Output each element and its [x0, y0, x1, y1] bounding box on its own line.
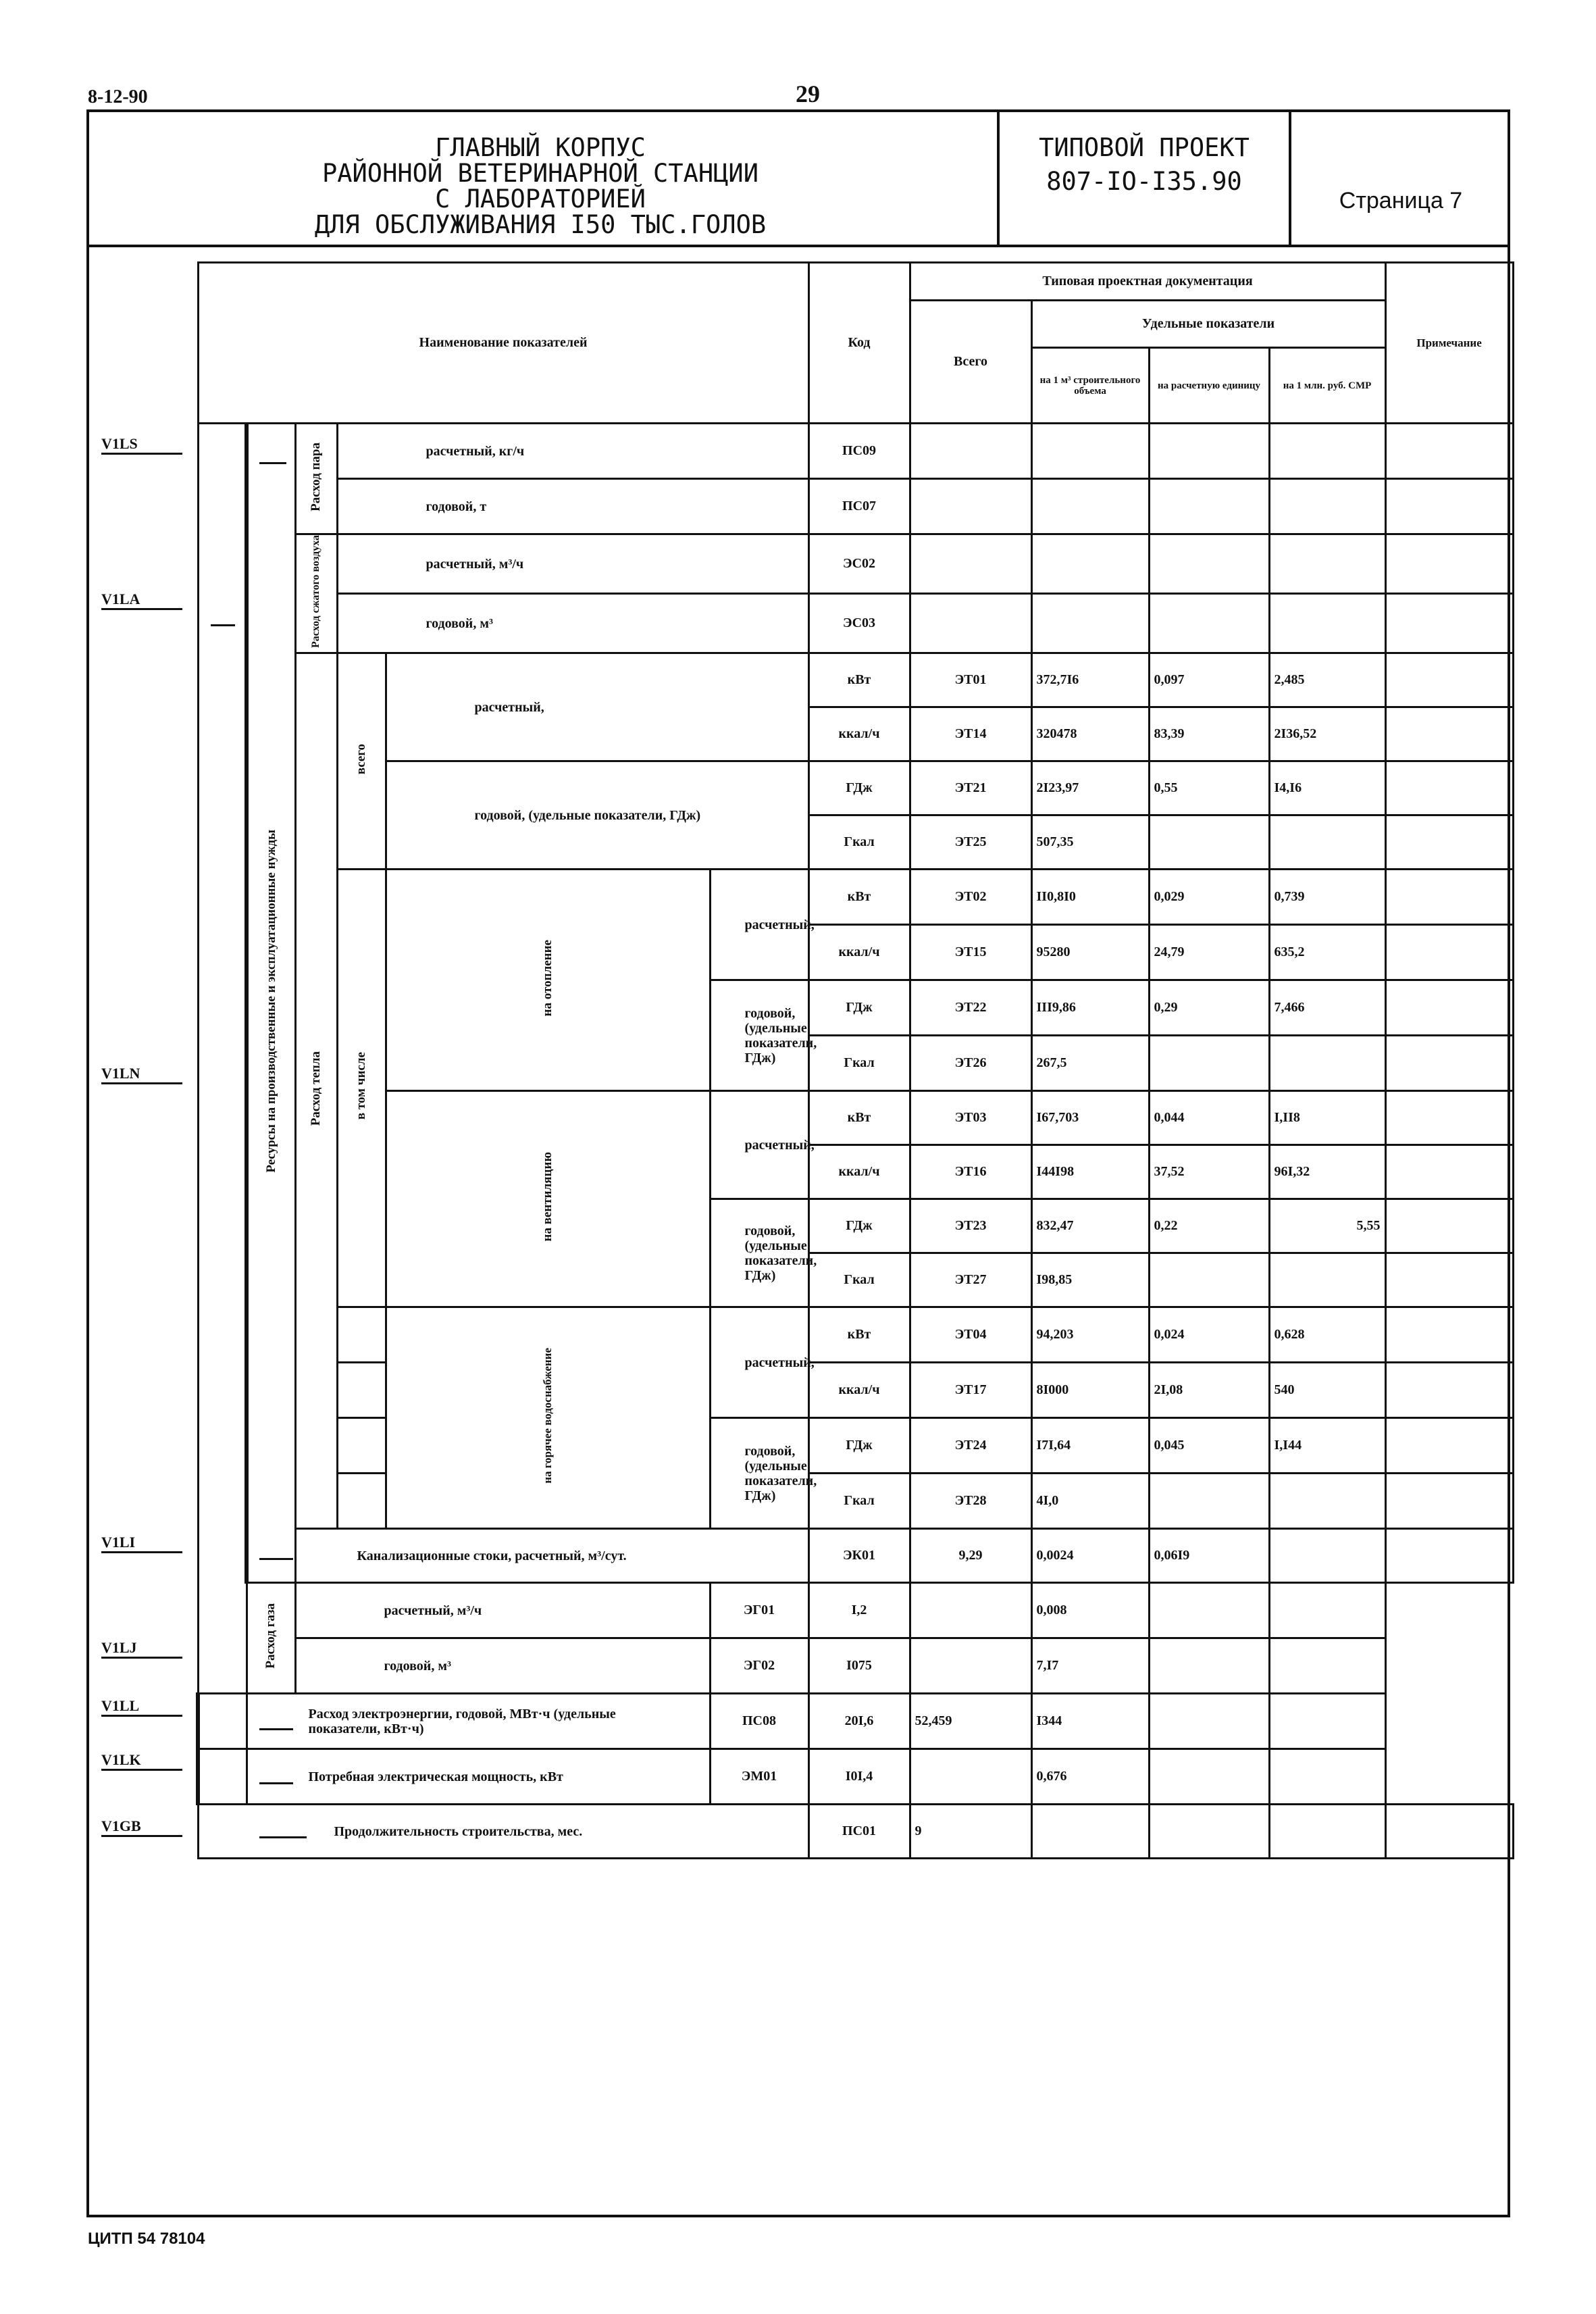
- row-total: 9,29: [910, 1529, 1031, 1583]
- row-per-m3: 0,044: [1149, 1091, 1269, 1145]
- row-unit: Гкал: [808, 1036, 910, 1091]
- row-per-m3: [1149, 1253, 1269, 1307]
- table-row: [198, 870, 1513, 925]
- row-per-mln: [1385, 1307, 1513, 1363]
- row-total: 320478: [1031, 707, 1149, 761]
- header-per-m3: [1031, 348, 1149, 424]
- row-per-m3: 0,045: [1149, 1418, 1269, 1474]
- row-name: расчетный,: [386, 653, 808, 761]
- row-per-m3: 83,39: [1149, 707, 1269, 761]
- row-code: ЭТ02: [910, 870, 1031, 925]
- group-ventilation-text: на вентиляцию: [540, 1152, 555, 1242]
- row-per-mln: [1385, 815, 1513, 870]
- row-note: [1385, 534, 1513, 594]
- row-total: 507,35: [1031, 815, 1149, 870]
- row-total: 4I,0: [1031, 1474, 1149, 1529]
- marker-dash: [259, 1558, 293, 1560]
- row-per-unit: [1149, 534, 1269, 594]
- row-per-m3: 0,024: [1149, 1307, 1269, 1363]
- row-unit: кВт: [808, 1091, 910, 1145]
- row-name: Потребная электрическая мощность, кВт: [247, 1749, 710, 1805]
- header-total-text: Всего: [954, 354, 987, 369]
- row-total: I67,703: [1031, 1091, 1149, 1145]
- row-name: расчетный,: [710, 1091, 808, 1199]
- row-code: ЭС02: [808, 534, 910, 594]
- row-name: расчетный, кг/ч: [337, 424, 808, 479]
- row-code: ЭТ14: [910, 707, 1031, 761]
- row-unit: ГДж: [808, 1418, 910, 1474]
- row-total: I075: [808, 1638, 910, 1694]
- group-total-heat: [337, 653, 386, 870]
- marker-dash: [259, 1728, 293, 1730]
- row-name: годовой, (удельные показатели, ГДж): [710, 1418, 808, 1529]
- row-code: ПС09: [808, 424, 910, 479]
- row-total: I98,85: [1031, 1253, 1149, 1307]
- row-per-mln: [1385, 925, 1513, 980]
- row-code: ЭТ15: [910, 925, 1031, 980]
- row-unit: ккал/ч: [808, 1145, 910, 1199]
- row-per-mln: [1385, 1474, 1513, 1529]
- row-per-mln: [1385, 870, 1513, 925]
- row-total: I0I,4: [808, 1749, 910, 1805]
- row-code: ЭГ01: [710, 1583, 808, 1638]
- group-incl-text: в том числе: [354, 1052, 368, 1120]
- group-heat: [295, 653, 337, 1529]
- row-per-mln: [1149, 1694, 1269, 1749]
- row-name: годовой, (удельные показатели, ГДж): [710, 980, 808, 1091]
- row-per-unit: 0,739: [1269, 870, 1385, 925]
- row-total: 94,203: [1031, 1307, 1149, 1363]
- row-per-mln: [1269, 479, 1385, 534]
- row-note: [1385, 1529, 1513, 1583]
- row-per-m3: [910, 1749, 1031, 1805]
- row-name: Канализационные стоки, расчетный, м³/сут.: [295, 1529, 808, 1583]
- group-heating: [386, 870, 710, 1091]
- row-note: [1385, 1805, 1513, 1859]
- row-per-mln: [1149, 1638, 1269, 1694]
- row-per-unit: 5,55: [1269, 1199, 1385, 1253]
- group-incl-cont: [337, 1418, 386, 1474]
- row-total: 832,47: [1031, 1199, 1149, 1253]
- row-per-m3: [1031, 479, 1149, 534]
- row-per-m3: [910, 1583, 1031, 1638]
- group-incl-cont: [337, 1363, 386, 1418]
- header-specific-text: Удельные показатели: [1141, 316, 1275, 331]
- row-note: [1269, 1694, 1385, 1749]
- row-per-unit: 0,628: [1269, 1307, 1385, 1363]
- row-unit: кВт: [808, 870, 910, 925]
- row-per-m3: [1149, 815, 1269, 870]
- row-name: годовой, м³: [295, 1638, 710, 1694]
- row-per-unit: [1269, 1474, 1385, 1529]
- table-row: [198, 1529, 1513, 1583]
- marker-dash: [211, 624, 235, 626]
- header-name-text: Наименование показателей: [419, 335, 588, 350]
- row-per-m3: [1149, 1474, 1269, 1529]
- header-per-unit-text: на расчетную единицу: [1157, 380, 1261, 391]
- row-label-v1gb: V1GB: [101, 1817, 182, 1837]
- row-unit: ГДж: [808, 980, 910, 1036]
- group-incl-cont: [337, 1474, 386, 1529]
- row-name: годовой, т: [337, 479, 808, 534]
- table-row: [198, 594, 1513, 653]
- row-per-m3: 0,029: [1149, 870, 1269, 925]
- indicators-table: [196, 261, 1514, 1859]
- doc-date: 8-12-90: [88, 86, 148, 107]
- table-row: [198, 653, 1513, 707]
- marker-dash: [259, 1782, 293, 1784]
- header-note-text: Примечание: [1416, 336, 1482, 349]
- row-label-v1lj: V1LJ: [101, 1639, 182, 1659]
- row-per-m3: 2I,08: [1149, 1363, 1269, 1418]
- row-code: ЭТ28: [910, 1474, 1031, 1529]
- row-note: [1269, 1583, 1385, 1638]
- row-label-v1la: V1LA: [101, 590, 182, 610]
- row-per-unit: [1149, 424, 1269, 479]
- row-per-m3: [1149, 1036, 1269, 1091]
- title-line: РАЙОННОЙ ВЕТЕРИНАРНОЙ СТАНЦИИ: [321, 159, 758, 188]
- row-total: [910, 479, 1031, 534]
- row-per-unit: [1149, 479, 1269, 534]
- row-total: [910, 424, 1031, 479]
- row-name: расчетный, м³/ч: [295, 1583, 710, 1638]
- row-per-mln: [1385, 1145, 1513, 1199]
- title-divider: [86, 245, 1510, 247]
- row-name: Продолжительность строительства, мес.: [198, 1805, 808, 1859]
- table-row: [198, 1638, 1513, 1694]
- row-per-mln: [1269, 1805, 1385, 1859]
- header-typical-docs: [910, 263, 1385, 301]
- row-total: I,2: [808, 1583, 910, 1638]
- row-per-unit: I4,I6: [1269, 761, 1385, 815]
- row-total: III9,86: [1031, 980, 1149, 1036]
- row-unit: ккал/ч: [808, 1363, 910, 1418]
- group-resources-text: Ресурсы на производственные и эксплуатационные нужды: [263, 829, 278, 1173]
- row-note: [1385, 424, 1513, 479]
- row-per-unit: [1149, 594, 1269, 653]
- row-per-mln: [1385, 1253, 1513, 1307]
- page-label: Страница 7: [1339, 188, 1463, 213]
- table-row: [198, 424, 1513, 479]
- group-resources: [247, 424, 295, 1583]
- group-resources-cont: [198, 1749, 247, 1805]
- group-air: [295, 534, 337, 653]
- row-per-unit: 0,008: [1031, 1583, 1149, 1638]
- row-name: расчетный,: [710, 1307, 808, 1418]
- header-typical-docs-text: Типовая проектная документация: [1042, 274, 1253, 288]
- row-per-m3: [1031, 424, 1149, 479]
- row-per-unit: 7,I7: [1031, 1638, 1149, 1694]
- row-code: ПС08: [710, 1694, 808, 1749]
- row-per-mln: [1385, 1199, 1513, 1253]
- row-label-v1lk: V1LK: [101, 1751, 182, 1771]
- row-code: ЭС03: [808, 594, 910, 653]
- row-code: ЭГ02: [710, 1638, 808, 1694]
- row-total: 2I23,97: [1031, 761, 1149, 815]
- row-unit: кВт: [808, 1307, 910, 1363]
- row-per-mln: [1385, 1036, 1513, 1091]
- row-note: [1385, 594, 1513, 653]
- row-per-m3: 0,097: [1149, 653, 1269, 707]
- row-name: годовой, м³: [337, 594, 808, 653]
- row-code: ЭТ23: [910, 1199, 1031, 1253]
- row-per-unit: 2,485: [1269, 653, 1385, 707]
- header-specific: [1031, 301, 1385, 348]
- title-line: ДЛЯ ОБСЛУЖИВАНИЯ I50 ТЫС.ГОЛОВ: [314, 210, 767, 239]
- row-code: ЭК01: [808, 1529, 910, 1583]
- group-incl-cont: [337, 1307, 386, 1363]
- project-block: [1000, 135, 1289, 195]
- title-divider-v2: [1289, 109, 1291, 246]
- row-note: [1269, 1749, 1385, 1805]
- row-per-unit: [1269, 1036, 1385, 1091]
- header-name: [198, 263, 808, 424]
- row-per-unit: 540: [1269, 1363, 1385, 1418]
- page-number: 29: [796, 80, 820, 107]
- row-unit: Гкал: [808, 1474, 910, 1529]
- row-per-unit: I,II8: [1269, 1091, 1385, 1145]
- group-gas-text: Расход газа: [263, 1603, 278, 1669]
- row-code: ЭТ24: [910, 1418, 1031, 1474]
- row-per-unit: 2I36,52: [1269, 707, 1385, 761]
- row-label-v1ls: V1LS: [101, 435, 182, 455]
- row-per-mln: [1269, 534, 1385, 594]
- row-code: ЭТ16: [910, 1145, 1031, 1199]
- row-per-m3: 24,79: [1149, 925, 1269, 980]
- group-heating-text: на отопление: [540, 939, 555, 1017]
- row-per-m3: 0,29: [1149, 980, 1269, 1036]
- row-total: I44I98: [1031, 1145, 1149, 1199]
- row-per-unit: [1269, 1253, 1385, 1307]
- project-code: 807-IO-I35.90: [1046, 167, 1242, 196]
- table-row: [198, 1749, 1513, 1805]
- header-per-unit: [1149, 348, 1269, 424]
- row-per-m3: 37,52: [1149, 1145, 1269, 1199]
- group-incl: [337, 870, 386, 1307]
- row-per-mln: [1385, 653, 1513, 707]
- project-label: ТИПОВОЙ ПРОЕКТ: [1039, 133, 1250, 162]
- row-label-v1ln: V1LN: [101, 1065, 182, 1084]
- row-per-unit: 96I,32: [1269, 1145, 1385, 1199]
- row-total: 9: [910, 1805, 1031, 1859]
- row-per-mln: [1385, 761, 1513, 815]
- row-total: 372,7I6: [1031, 653, 1149, 707]
- group-empty: [198, 424, 247, 1694]
- row-code: ЭТ01: [910, 653, 1031, 707]
- row-unit: ккал/ч: [808, 707, 910, 761]
- marker-dash: [259, 1836, 307, 1838]
- row-per-mln: [1385, 1091, 1513, 1145]
- table-row: [198, 1694, 1513, 1749]
- title-line: С ЛАБОРАТОРИЕЙ: [435, 184, 646, 213]
- row-per-m3: 0,22: [1149, 1199, 1269, 1253]
- row-per-mln: [1149, 1749, 1269, 1805]
- header-per-mln-text: на 1 млн. руб. СМР: [1283, 380, 1372, 391]
- row-code: ЭТ27: [910, 1253, 1031, 1307]
- row-per-mln: [1385, 1418, 1513, 1474]
- table-row: [198, 1091, 1513, 1145]
- row-total: I7I,64: [1031, 1418, 1149, 1474]
- row-per-unit: [1269, 815, 1385, 870]
- row-code: ПС07: [808, 479, 910, 534]
- document-title: [284, 135, 797, 238]
- row-code: ЭТ22: [910, 980, 1031, 1036]
- table-row: [198, 1805, 1513, 1859]
- table-row: [198, 534, 1513, 594]
- row-code: ЭТ26: [910, 1036, 1031, 1091]
- row-name: Расход электроэнергии, годовой, МВт·ч (удельные показатели, кВт·ч): [247, 1694, 710, 1749]
- row-unit: ГДж: [808, 1199, 910, 1253]
- row-per-m3: 0,55: [1149, 761, 1269, 815]
- group-heat-text: Расход тепла: [309, 1051, 323, 1126]
- footer-stamp: ЦИТП 54 78104: [88, 2230, 205, 2248]
- row-per-unit: I344: [1031, 1694, 1149, 1749]
- row-per-mln: [1269, 424, 1385, 479]
- group-resources-cont: [198, 1694, 247, 1749]
- group-air-text: Расход сжатого воздуха: [310, 535, 321, 649]
- table-row: [198, 761, 1513, 815]
- table-header-row: [198, 263, 1513, 301]
- group-steam: [295, 424, 337, 534]
- header-per-mln: [1269, 348, 1385, 424]
- row-total: [910, 594, 1031, 653]
- row-per-unit: I,I44: [1269, 1418, 1385, 1474]
- row-per-mln: [1269, 594, 1385, 653]
- row-total: 95280: [1031, 925, 1149, 980]
- row-per-unit: [1149, 1805, 1269, 1859]
- row-unit: ккал/ч: [808, 925, 910, 980]
- row-per-unit: 0,06I9: [1149, 1529, 1269, 1583]
- row-code: ЭТ04: [910, 1307, 1031, 1363]
- group-total-heat-text: всего: [354, 743, 368, 775]
- group-gas: [247, 1583, 295, 1694]
- table-row: [198, 1307, 1513, 1363]
- row-per-m3: [910, 1638, 1031, 1694]
- row-per-mln: [1385, 1363, 1513, 1418]
- group-ventilation: [386, 1091, 710, 1307]
- row-code: ПС01: [808, 1805, 910, 1859]
- row-total: 267,5: [1031, 1036, 1149, 1091]
- row-note: [1385, 479, 1513, 534]
- row-code: ЭМ01: [710, 1749, 808, 1805]
- group-steam-text: Расход пара: [309, 442, 323, 511]
- row-note: [1269, 1638, 1385, 1694]
- row-name: годовой, (удельные показатели, ГДж): [386, 761, 808, 870]
- row-code: ЭТ03: [910, 1091, 1031, 1145]
- row-unit: Гкал: [808, 815, 910, 870]
- row-per-m3: 0,0024: [1031, 1529, 1149, 1583]
- row-per-m3: 52,459: [910, 1694, 1031, 1749]
- row-unit: Гкал: [808, 1253, 910, 1307]
- row-code: ЭТ25: [910, 815, 1031, 870]
- row-name: годовой, (удельные показатели, ГДж): [710, 1199, 808, 1307]
- header-note: [1385, 263, 1513, 424]
- row-per-unit: 0,676: [1031, 1749, 1149, 1805]
- header-code-text: Код: [848, 335, 871, 350]
- row-per-mln: [1269, 1529, 1385, 1583]
- row-per-mln: [1385, 980, 1513, 1036]
- row-per-m3: [1031, 1805, 1149, 1859]
- group-hot-water-text: на горячее водоснабжение: [541, 1348, 554, 1484]
- row-per-m3: [1031, 594, 1149, 653]
- table-row: [198, 1583, 1513, 1638]
- marker-dash: [259, 462, 286, 464]
- row-total: 20I,6: [808, 1694, 910, 1749]
- row-unit: ГДж: [808, 761, 910, 815]
- row-per-unit: 7,466: [1269, 980, 1385, 1036]
- row-label-v1li: V1LI: [101, 1534, 182, 1553]
- title-line: ГЛАВНЫЙ КОРПУС: [435, 133, 646, 162]
- row-per-unit: 635,2: [1269, 925, 1385, 980]
- row-per-m3: [1031, 534, 1149, 594]
- row-code: ЭТ17: [910, 1363, 1031, 1418]
- row-per-mln: [1149, 1583, 1269, 1638]
- row-total: II0,8I0: [1031, 870, 1149, 925]
- header-per-m3-text: на 1 м³ строительного объема: [1039, 374, 1141, 397]
- table-row: [198, 479, 1513, 534]
- row-total: [910, 534, 1031, 594]
- group-hot-water: [386, 1307, 710, 1529]
- row-unit: кВт: [808, 653, 910, 707]
- row-per-mln: [1385, 707, 1513, 761]
- row-total: 8I000: [1031, 1363, 1149, 1418]
- header-total: [910, 301, 1031, 424]
- row-code: ЭТ21: [910, 761, 1031, 815]
- row-name: расчетный,: [710, 870, 808, 980]
- row-label-v1ll: V1LL: [101, 1697, 182, 1717]
- row-name: расчетный, м³/ч: [337, 534, 808, 594]
- header-code: [808, 263, 910, 424]
